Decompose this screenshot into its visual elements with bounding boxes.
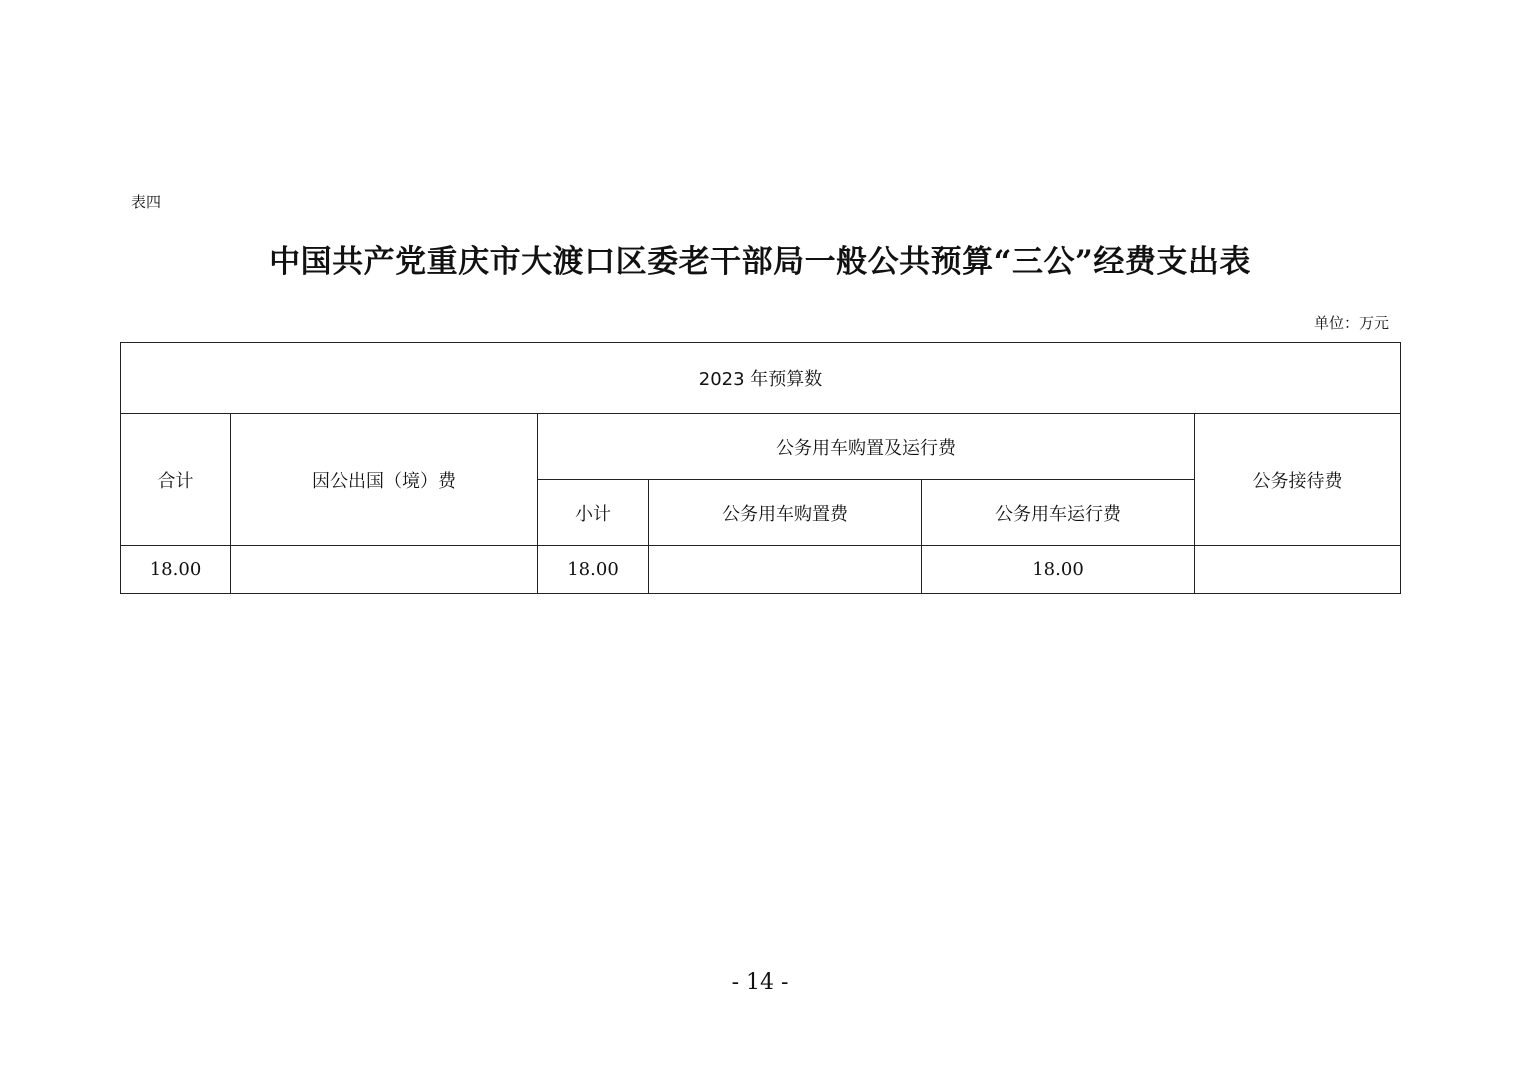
page-title: 中国共产党重庆市大渡口区委老干部局一般公共预算“三公”经费支出表	[269, 244, 1251, 280]
cell-total: 18.00	[121, 546, 231, 594]
cell-reception	[1195, 546, 1401, 594]
header-overseas: 因公出国（境）费	[231, 414, 538, 546]
header-total: 合计	[121, 414, 231, 546]
cell-vehicle-operation: 18.00	[922, 546, 1195, 594]
cell-overseas	[231, 546, 538, 594]
page-number: - 14 -	[731, 970, 789, 995]
header-row-1	[121, 414, 1401, 480]
year-header-row	[121, 343, 1401, 414]
header-vehicle-group: 公务用车购置及运行费	[538, 414, 1195, 480]
table-label: 表四	[131, 193, 162, 211]
year-header: 2023 年预算数	[121, 343, 1401, 414]
cell-subtotal: 18.00	[538, 546, 649, 594]
table-row	[121, 546, 1401, 594]
header-reception: 公务接待费	[1195, 414, 1401, 546]
unit-label: 单位：万元	[1313, 314, 1389, 332]
cell-vehicle-purchase	[649, 546, 922, 594]
header-vehicle-operation: 公务用车运行费	[922, 480, 1195, 546]
budget-table	[120, 342, 1401, 594]
header-subtotal: 小计	[538, 480, 649, 546]
header-vehicle-purchase: 公务用车购置费	[649, 480, 922, 546]
